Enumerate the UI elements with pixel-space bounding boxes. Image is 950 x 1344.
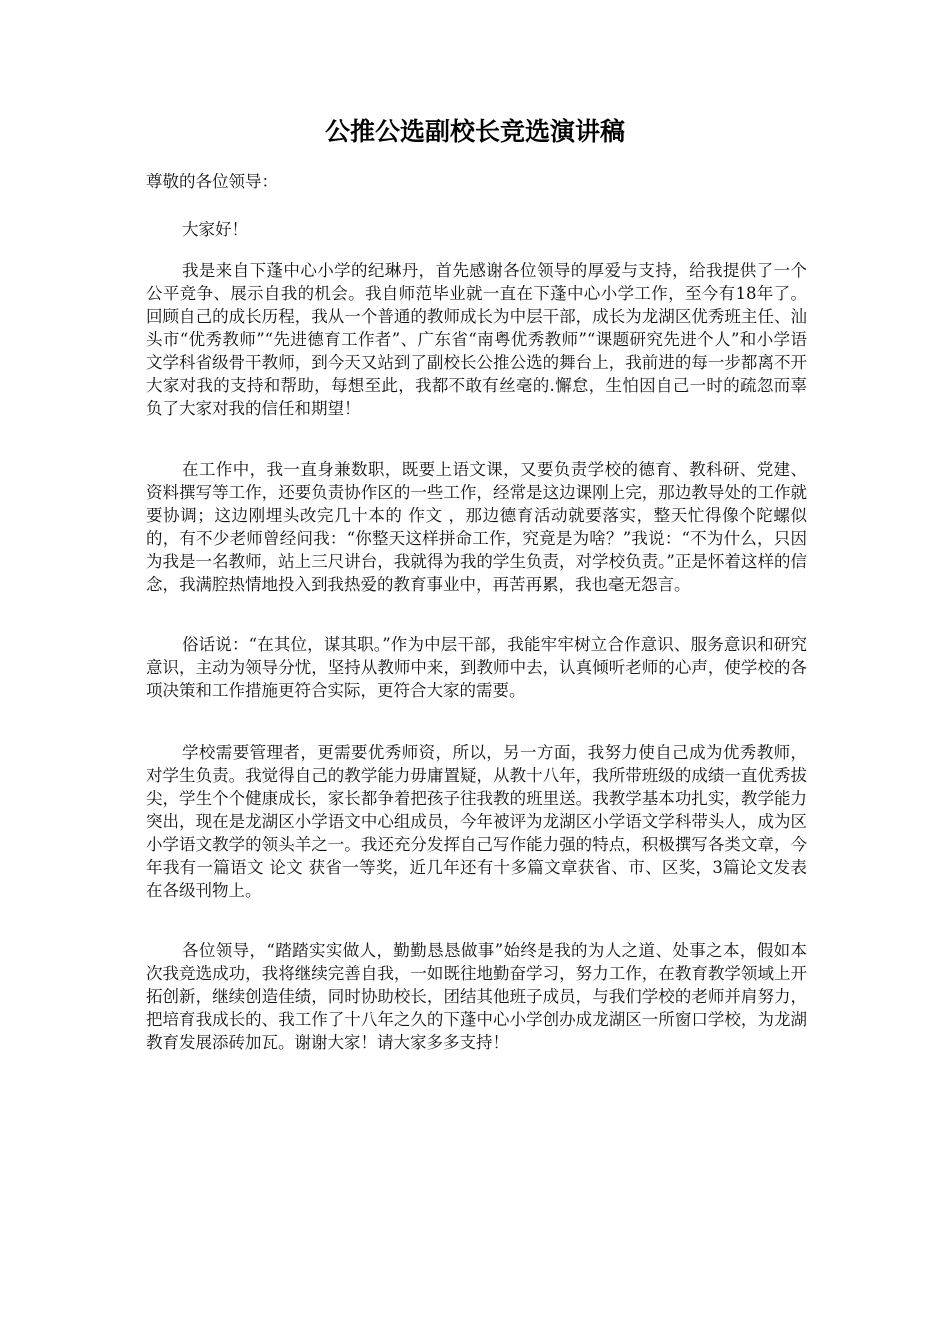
body-paragraph-1: 我是来自下蓬中心小学的纪琳丹，首先感谢各位领导的厚爱与支持，给我提供了一个公平竞争、展示自我的机会。我自师范毕业就一直在下蓬中心小学工作，至今有18年了。回顾自己的成长历程，我从一个普通的教师成长为中层干部，成长为龙湖区优秀班主任、汕头市“优秀教师”“先进德育工作者”、广东省“南粤优秀教师”“课题研究先进个人”和小学语文学科省级骨干教师，到今天又站到了副校长公推公选的舞台上，我前进的每一步都离不开大家对我的支持和帮助，每想至此，我都不敢有丝毫的.懈怠，生怕因自己一时的疏忽而辜负了大家对我的信任和期望！	[146, 261, 807, 418]
body-paragraph-4: 学校需要管理者，更需要优秀师资，所以，另一方面，我努力使自己成为优秀教师，对学生负责。我觉得自己的教学能力毋庸置疑，从教十八年，我所带班级的成绩一直优秀拔尖，学生个个健康成长，家长都争着把孩子往我教的班里送。我教学基本功扎实，教学能力突出，现在是龙湖区小学语文中心组成员，今年被评为龙湖区小学语文学科带头人，成为区小学语文教学的领头羊之一。我还充分发挥自己写作能力强的特点，积极撰写各类文章，今年我有一篇语文 论文 获省一等奖，近几年还有十多篇文章获省、市、区奖，3篇论文发表在各级刊物上。	[146, 743, 807, 900]
salutation: 尊敬的各位领导：	[146, 172, 278, 191]
body-paragraph-5: 各位领导，“踏踏实实做人，勤勤恳恳做事”始终是我的为人之道、处事之本，假如本次我竞选成功，我将继续完善自我，一如既往地勤奋学习，努力工作，在教育教学领域上开拓创新，继续创造佳绩，同时协助校长，团结其他班子成员，与我们学校的老师并肩努力，把培育我成长的、我工作了十八年之久的下蓬中心小学创办成龙湖区一所窗口学校，为龙湖教育发展添砖加瓦。谢谢大家！请大家多多支持！	[146, 941, 807, 1052]
body-paragraph-3: 俗话说：“在其位，谋其职。”作为中层干部，我能牢牢树立合作意识、服务意识和研究意识，主动为领导分忧，坚持从教师中来，到教师中去，认真倾听老师的心声，使学校的各项决策和工作措施更符合实际，更符合大家的需要。	[146, 635, 807, 700]
body-paragraph-2: 在工作中，我一直身兼数职，既要上语文课，又要负责学校的德育、教科研、党建、资料撰写等工作，还要负责协作区的一些工作，经常是这边课刚上完，那边教导处的工作就要协调；这边刚埋头改完几十本的 作文 ，那边德育活动就要落实，整天忙得像个陀螺似的，有不少老师曾经问我：“你整天这样拼命工作，究竟是为啥？”我说：“不为什么，只因为我是一名教师，站上三尺讲台，我就得为我的学生负责，对学校负责。”正是怀着这样的信念，我满腔热情地投入到我热爱的教育事业中，再苦再累，我也毫无怨言。	[146, 460, 807, 594]
document-title: 公推公选副校长竞选演讲稿	[324, 117, 625, 146]
greeting: 大家好！	[182, 220, 248, 239]
